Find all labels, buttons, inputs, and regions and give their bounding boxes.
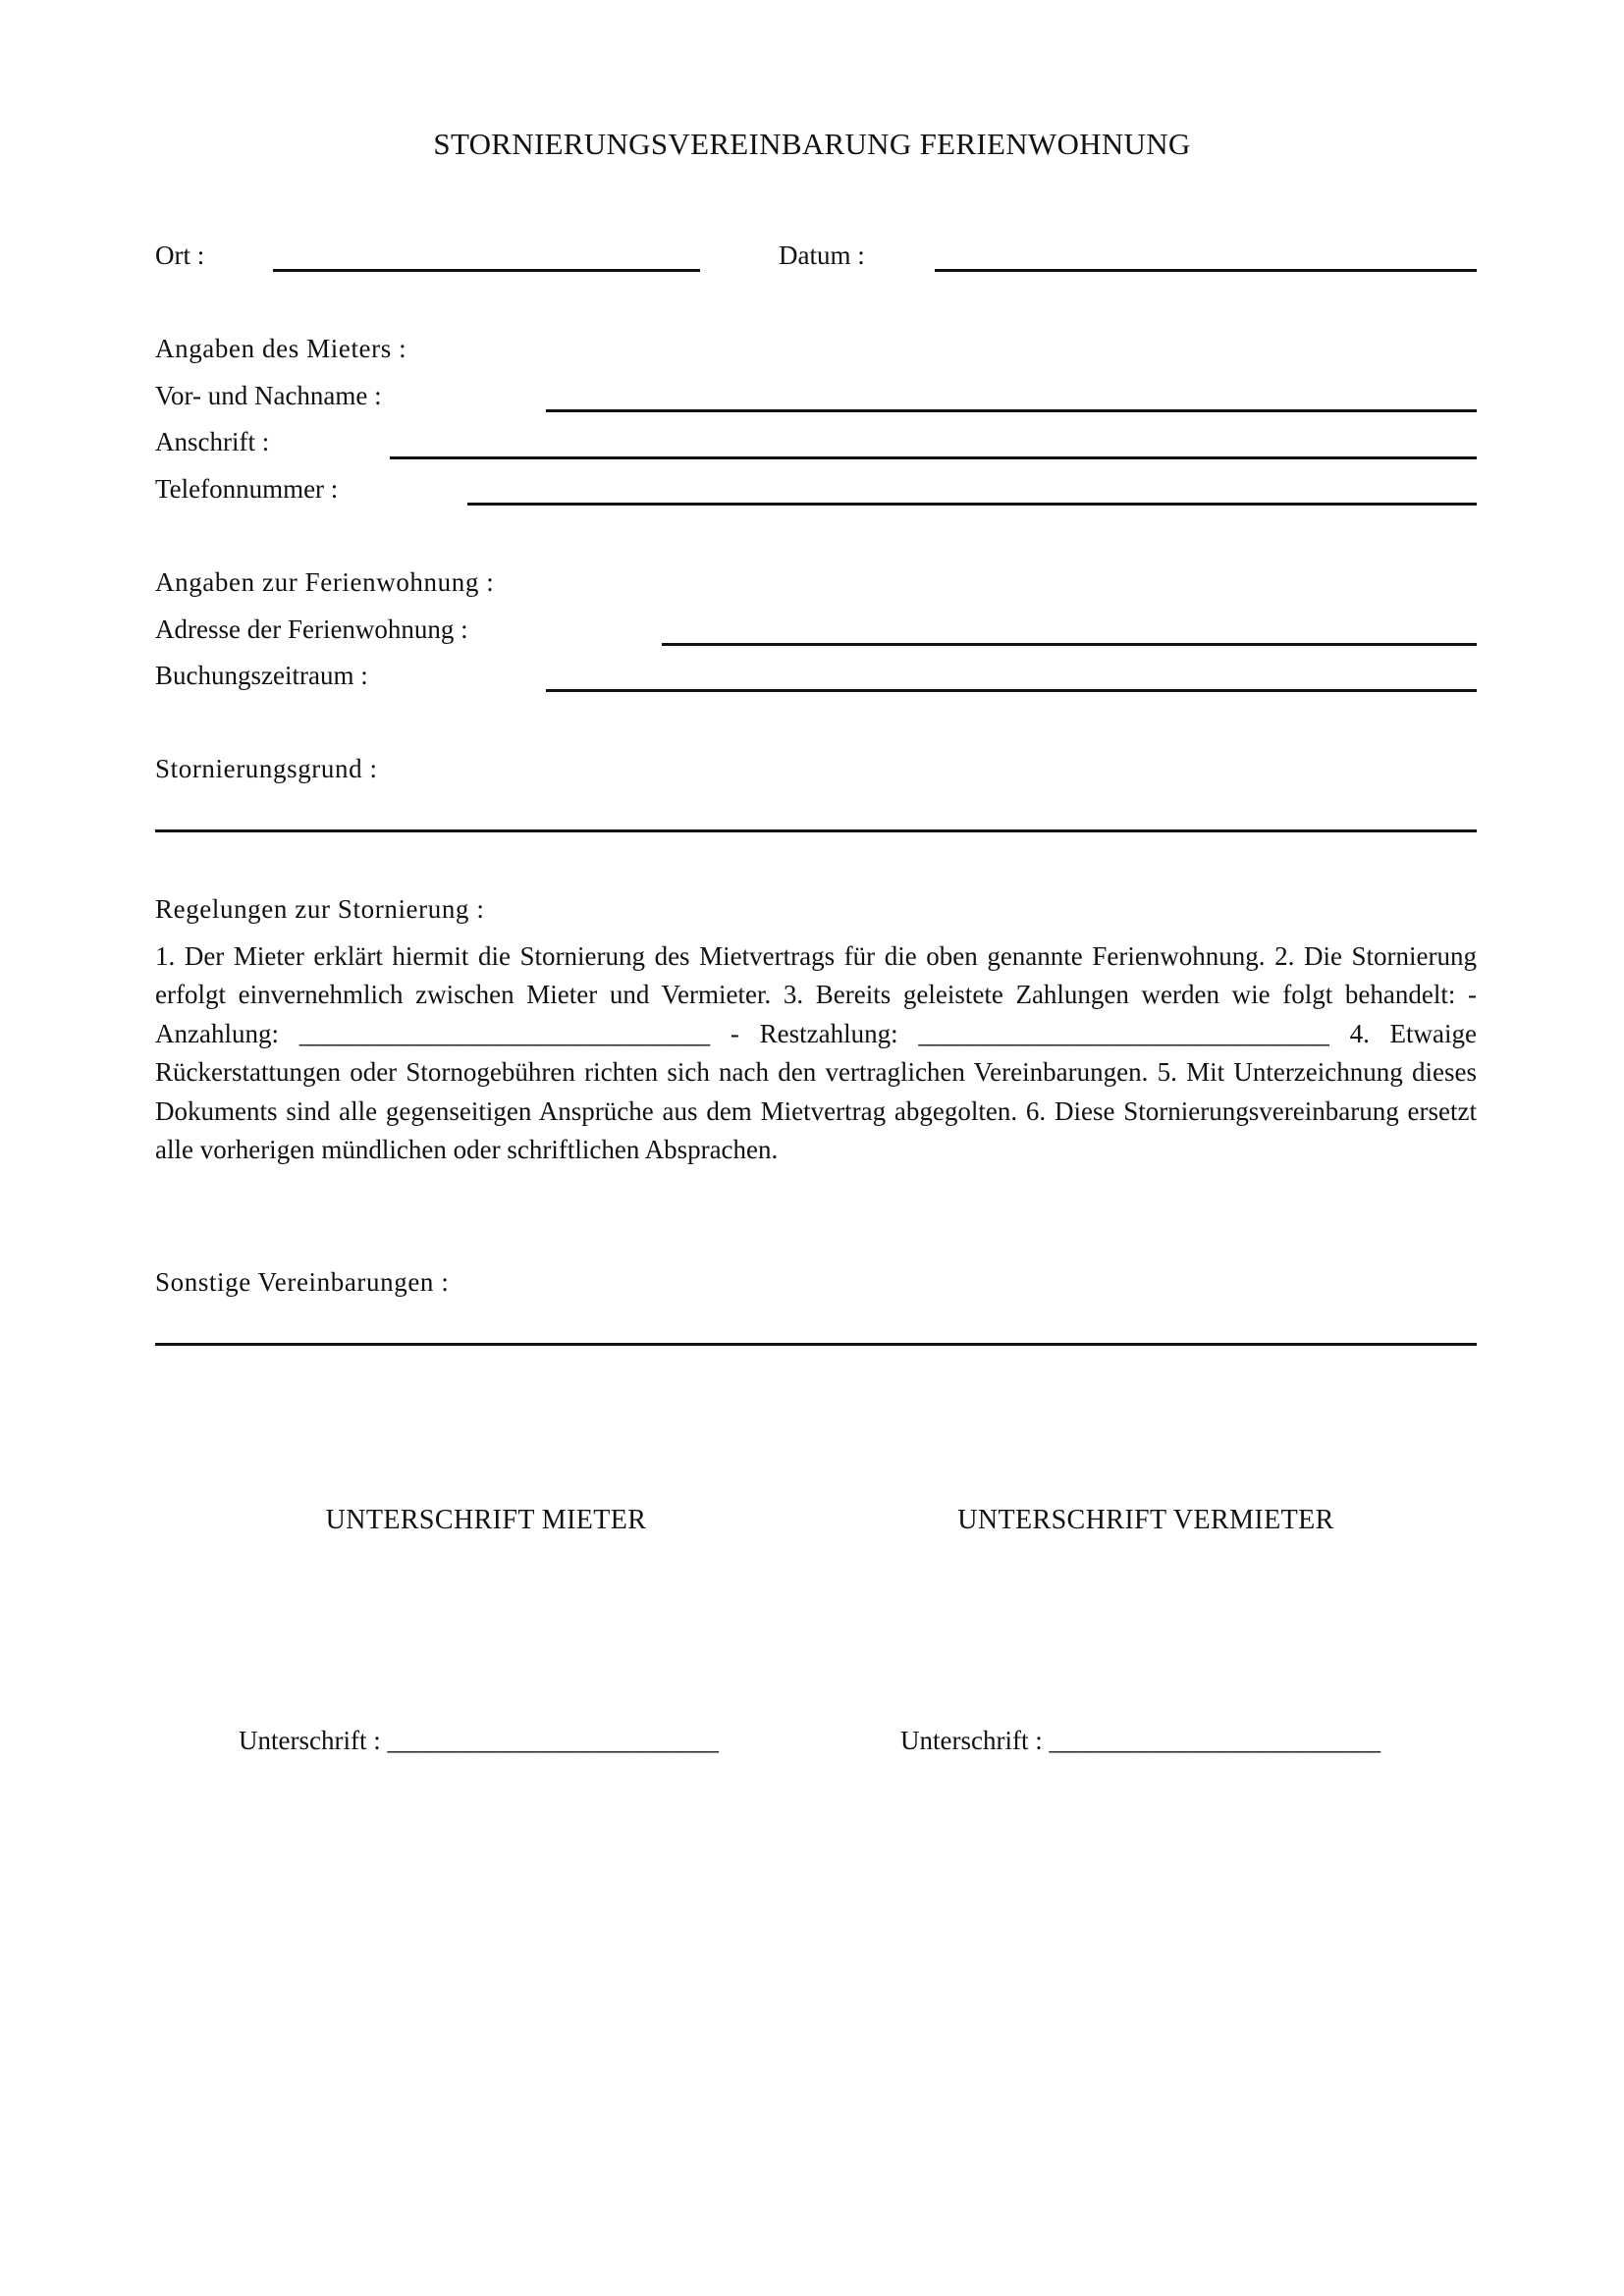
anschrift-label: Anschrift : bbox=[155, 427, 270, 456]
ort-field[interactable] bbox=[273, 269, 700, 272]
ort-label: Ort : bbox=[155, 240, 205, 270]
mieter-heading: Angaben des Mieters : bbox=[155, 334, 407, 363]
datum-label: Datum : bbox=[779, 240, 865, 270]
zeitraum-field[interactable] bbox=[546, 689, 1477, 692]
vermieter-signature-line[interactable]: Unterschrift : _________________________ bbox=[900, 1726, 1380, 1755]
stornierungsgrund-label: Stornierungsgrund : bbox=[155, 754, 378, 783]
zeitraum-label: Buchungszeitraum : bbox=[155, 661, 368, 690]
mieter-signature-heading: UNTERSCHRIFT MIETER bbox=[325, 1505, 647, 1535]
stornierungsgrund-field[interactable] bbox=[155, 829, 1477, 832]
regelungen-heading: Regelungen zur Stornierung : bbox=[155, 894, 485, 924]
telefon-label: Telefonnummer : bbox=[155, 474, 339, 504]
sonstige-field[interactable] bbox=[155, 1343, 1477, 1346]
ferienwohnung-heading: Angaben zur Ferienwohnung : bbox=[155, 567, 495, 597]
vermieter-signature-heading: UNTERSCHRIFT VERMIETER bbox=[957, 1505, 1334, 1535]
datum-field[interactable] bbox=[935, 269, 1477, 272]
name-label: Vor- und Nachname : bbox=[155, 381, 382, 410]
mieter-signature-line[interactable]: Unterschrift : _________________________ bbox=[239, 1726, 719, 1755]
document-title: STORNIERUNGSVEREINBARUNG FERIENWOHNUNG bbox=[433, 127, 1191, 161]
anzahlung-blank[interactable]: _______________________________ bbox=[298, 1018, 711, 1048]
regelungen-text-part-3: 4. Etwaige Rückerstattungen oder Stornogebühren richten sich nach den vertraglichen Vereinbarungen. 5. Mit Unterzeichnung dieses Dokuments sind alle gegenseitigen Ansprüche aus dem Mietvertrag abgegolten. 6. Diese Stornierungsvereinbarung ersetzt alle vorherigen mündlichen oder schriftlichen Absprachen. bbox=[155, 1018, 1477, 1165]
anschrift-field[interactable] bbox=[390, 456, 1477, 459]
adresse-label: Adresse der Ferienwohnung : bbox=[155, 614, 468, 644]
regelungen-text-part-1: 1. Der Mieter erklärt hiermit die Stornierung des Mietvertrags für die oben genannte Ferienwohnung. 2. Die Stornierung erfolgt einvernehmlich zwischen Mieter und Vermieter. 3. Bereits geleistete Zahlungen werden wie folgt behandelt: - Anzahlung: bbox=[155, 941, 1477, 1048]
regelungen-text bbox=[155, 937, 1477, 1169]
regelungen-text-part-2: - Restzahlung: bbox=[710, 1018, 919, 1048]
adresse-field[interactable] bbox=[662, 643, 1477, 646]
name-field[interactable] bbox=[546, 409, 1477, 412]
sonstige-label: Sonstige Vereinbarungen : bbox=[155, 1267, 450, 1297]
telefon-field[interactable] bbox=[467, 503, 1477, 506]
restzahlung-blank[interactable]: _______________________________ bbox=[918, 1018, 1329, 1048]
